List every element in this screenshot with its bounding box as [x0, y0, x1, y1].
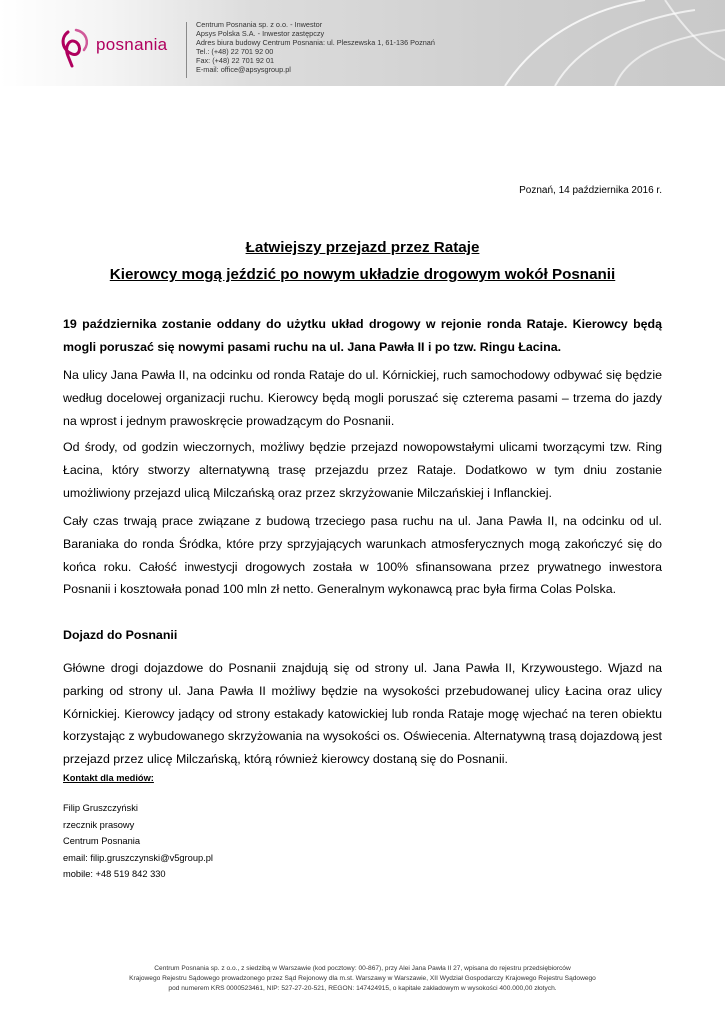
document-subtitle: Kierowcy mogą jeździć po nowym układzie drogowym wokół Posnanii — [109, 266, 616, 283]
info-fax: Fax: (+48) 22 701 92 01 — [196, 55, 275, 65]
header-band — [0, 0, 725, 86]
paragraph-dojazd: Główne drogi dojazdowe do Posnanii znajdują się od strony ul. Jana Pawła II, Krzywoustego. Wjazd na parking od strony ul. Jana Pawła II możliwy będzie na wysokości przebudowanej ulicy Łacina oraz ulicy Kórnickiej. Kierowcy jadący od strony estakady katowickiej lub ronda Rataje mogę wjechać na teren obiektu korzystając z wybudowanego skrzyżowania na wysokości os. Oświecenia. Alternatywną trasą dojazdową jest przejazd przez ulicę Milczańską, którą również kierowcy dostaną się do Posnanii. — [63, 661, 662, 767]
document-title: Łatwiejszy przejazd przez Rataje — [245, 239, 480, 256]
document-date: Poznań, 14 października 2016 r. — [519, 185, 662, 196]
info-email: E-mail: office@apsysgroup.pl — [196, 64, 291, 74]
footer-line-2: Krajowego Rejestru Sądowego prowadzonego przez Sąd Rejonowy dla m.st. Warszawy w Warszawie, XII Wydział Gospodarczy Krajowego Rejestru Sądowego — [129, 975, 596, 982]
contact-block — [63, 800, 213, 883]
posnania-logo — [60, 28, 180, 68]
contact-company: Centrum Posnania — [63, 836, 140, 846]
contact-mobile: mobile: +48 519 842 330 — [63, 869, 166, 879]
contact-heading: Kontakt dla mediów: — [63, 773, 154, 783]
paragraph-1: Na ulicy Jana Pawła II, na odcinku od ronda Rataje do ul. Kórnickiej, ruch samochodowy odbywać się będzie według docelowej organizacji ruchu. Kierowcy będą mogli poruszać się czterema pasami – trzema do jazdy na wprost i jednym prawoskręcie prowadzącym do Posnanii. — [63, 368, 662, 428]
footer-line-1: Centrum Posnania sp. z o.o., z siedzibą w Warszawie (kod pocztowy: 00-867), przy Alei Jana Pawła II 27, wpisana do rejestru przedsiębiorców — [154, 965, 571, 972]
legal-footer — [0, 964, 725, 994]
logo-text: posnania — [96, 35, 168, 54]
contact-name: Filip Gruszczyński — [63, 803, 138, 813]
info-deputy-investor: Apsys Polska S.A. - Inwestor zastępczy — [196, 28, 325, 38]
footer-line-3: pod numerem KRS 0000523461, NIP: 527-27-20-521, REGON: 147424915, o kapitale zakładowym w wysokości 400.000,00 złotych. — [168, 985, 557, 992]
header-divider — [186, 22, 187, 78]
decorative-swirl — [465, 0, 725, 86]
contact-email[interactable]: email: filip.gruszczynski@v5group.pl — [63, 852, 213, 863]
header-company-info — [196, 21, 496, 74]
lead-paragraph: 19 października zostanie oddany do użytku układ drogowy w rejonie ronda Rataje. Kierowcy będą mogli poruszać się nowymi pasami ruchu na ul. Jana Pawła II i po tzw. Ringu Łacina. — [63, 317, 662, 354]
contact-role: rzecznik prasowy — [63, 819, 135, 830]
info-phone: Tel.: (+48) 22 701 92 00 — [196, 46, 274, 56]
info-address: Adres biura budowy Centrum Posnania: ul. Pleszewska 1, 61-136 Poznań — [196, 37, 435, 47]
paragraph-2: Od środy, od godzin wieczornych, możliwy będzie przejazd nowopowstałymi ulicami tworzącymi tzw. Ring Łacina, który stworzy alternatywną trasę przejazdu przez Rataje. Dodatkowo w tym dniu zostanie umożliwiony przejazd ulicą Milczańską oraz przez skrzyżowanie Milczańskiej i Inflanckiej. — [63, 440, 662, 500]
section-heading: Dojazd do Posnanii — [63, 628, 178, 642]
paragraph-3: Cały czas trwają prace związane z budową trzeciego pasa ruchu na ul. Jana Pawła II, na odcinku od ul. Baraniaka do ronda Śródka, które przy sprzyjających warunkach atmosferycznych mogą zakończyć się do końca roku. Całość inwestycji drogowych została w 100% sfinansowana przez prywatnego inwestora Posnanii i kosztowała ponad 100 mln zł netto. Generalnym wykonawcą prac była firma Colas Polska. — [63, 514, 662, 597]
info-investor: Centrum Posnania sp. z o.o. - Inwestor — [196, 20, 323, 29]
